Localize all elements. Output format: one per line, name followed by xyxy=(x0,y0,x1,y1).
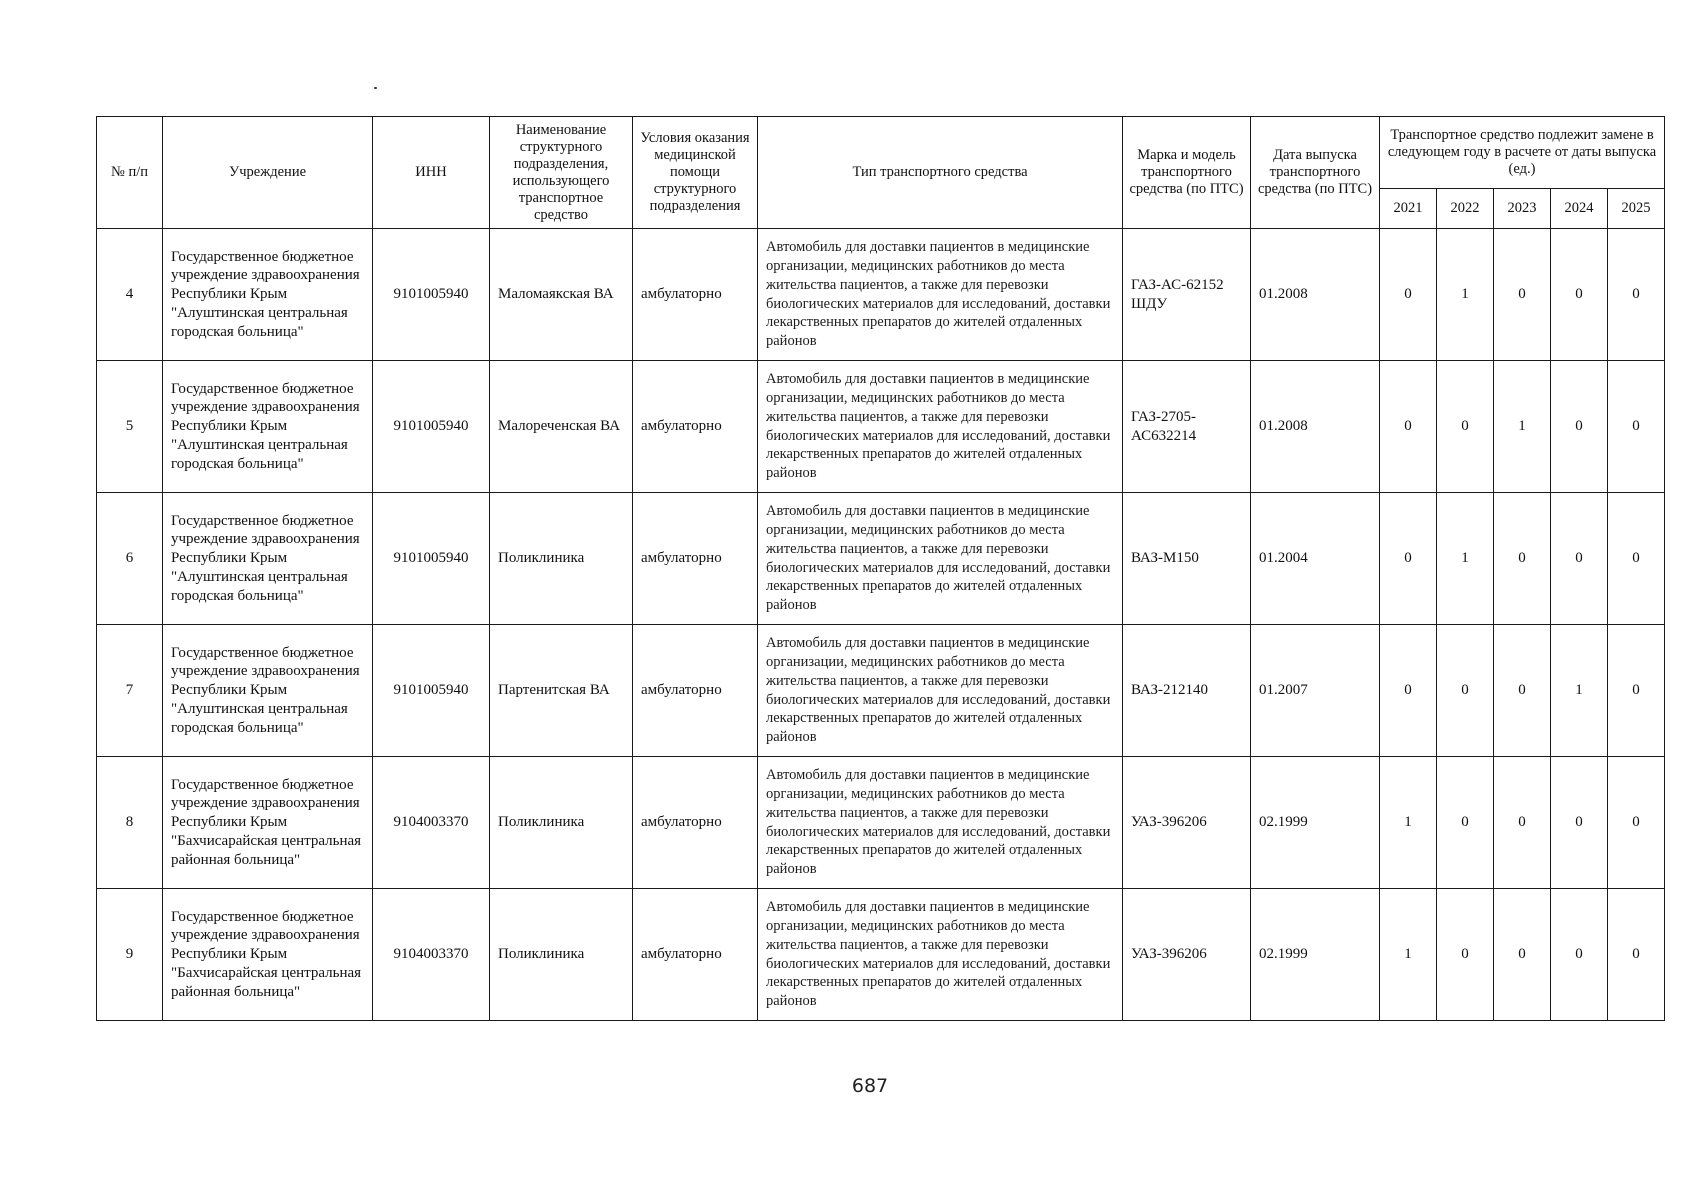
table-header xyxy=(97,117,1665,229)
header-num: № п/п xyxy=(97,117,163,229)
row-number: 7 xyxy=(97,625,163,757)
replacement-2022: 0 xyxy=(1437,361,1494,493)
header-year: 2022 xyxy=(1437,189,1494,229)
table-row xyxy=(97,229,1665,361)
row-number: 5 xyxy=(97,361,163,493)
institution-name: Государственное бюджетное учреждение здравоохранения Республики Крым "Алуштинская центральная городская больница" xyxy=(163,625,373,757)
release-date: 02.1999 xyxy=(1251,757,1380,889)
care-conditions: амбулаторно xyxy=(633,229,758,361)
vehicle-model: ВАЗ-М150 xyxy=(1123,493,1251,625)
release-date: 01.2004 xyxy=(1251,493,1380,625)
header-model: Марка и модель транспортного средства (по ПТС) xyxy=(1123,117,1251,229)
header-year: 2025 xyxy=(1608,189,1665,229)
replacement-2021: 0 xyxy=(1380,625,1437,757)
institution-name: Государственное бюджетное учреждение здравоохранения Республики Крым "Алуштинская центральная городская больница" xyxy=(163,361,373,493)
replacement-2024: 0 xyxy=(1551,493,1608,625)
unit-name: Поликлиника xyxy=(490,757,633,889)
unit-name: Поликлиника xyxy=(490,889,633,1021)
care-conditions: амбулаторно xyxy=(633,493,758,625)
unit-name: Малореченская ВА xyxy=(490,361,633,493)
unit-name: Партенитская ВА xyxy=(490,625,633,757)
inn-value: 9104003370 xyxy=(373,757,490,889)
replacement-2022: 1 xyxy=(1437,493,1494,625)
header-release-date: Дата выпуска транспортного средства (по ПТС) xyxy=(1251,117,1380,229)
replacement-2023: 1 xyxy=(1494,361,1551,493)
header-year: 2024 xyxy=(1551,189,1608,229)
page-number: 687 xyxy=(851,1075,889,1097)
replacement-2021: 1 xyxy=(1380,757,1437,889)
inn-value: 9101005940 xyxy=(373,229,490,361)
vehicle-type: Автомобиль для доставки пациентов в медицинские организации, медицинских работников до места жительства пациентов, а также для перевозки биологических материалов для исследований, доставки лекарственных препаратов до жителей отдаленных районов xyxy=(758,493,1123,625)
unit-name: Поликлиника xyxy=(490,493,633,625)
replacement-2024: 0 xyxy=(1551,361,1608,493)
replacement-2024: 1 xyxy=(1551,625,1608,757)
vehicle-replacement-table xyxy=(96,116,1665,1021)
vehicle-model: ГАЗ-АС-62152 ШДУ xyxy=(1123,229,1251,361)
table-row xyxy=(97,493,1665,625)
row-number: 9 xyxy=(97,889,163,1021)
row-number: 8 xyxy=(97,757,163,889)
header-conditions: Условия оказания медицинской помощи структурного подразделения xyxy=(633,117,758,229)
row-number: 4 xyxy=(97,229,163,361)
replacement-2025: 0 xyxy=(1608,757,1665,889)
institution-name: Государственное бюджетное учреждение здравоохранения Республики Крым "Алуштинская центральная городская больница" xyxy=(163,229,373,361)
header-replacement: Транспортное средство подлежит замене в следующем году в расчете от даты выпуска (ед.) xyxy=(1380,117,1665,189)
institution-name: Государственное бюджетное учреждение здравоохранения Республики Крым "Бахчисарайская центральная районная больница" xyxy=(163,757,373,889)
header-unit: Наименование структурного подразделения, использующего транспортное средство xyxy=(490,117,633,229)
vehicle-model: УАЗ-396206 xyxy=(1123,757,1251,889)
replacement-2021: 0 xyxy=(1380,361,1437,493)
release-date: 01.2008 xyxy=(1251,229,1380,361)
header-inn: ИНН xyxy=(373,117,490,229)
replacement-2025: 0 xyxy=(1608,493,1665,625)
replacement-2024: 0 xyxy=(1551,757,1608,889)
care-conditions: амбулаторно xyxy=(633,361,758,493)
table-row xyxy=(97,889,1665,1021)
inn-value: 9104003370 xyxy=(373,889,490,1021)
row-number: 6 xyxy=(97,493,163,625)
header-vehicle-type: Тип транспортного средства xyxy=(758,117,1123,229)
release-date: 02.1999 xyxy=(1251,889,1380,1021)
replacement-2025: 0 xyxy=(1608,229,1665,361)
release-date: 01.2008 xyxy=(1251,361,1380,493)
institution-name: Государственное бюджетное учреждение здравоохранения Республики Крым "Алуштинская центральная городская больница" xyxy=(163,493,373,625)
replacement-2024: 0 xyxy=(1551,889,1608,1021)
vehicle-type: Автомобиль для доставки пациентов в медицинские организации, медицинских работников до места жительства пациентов, а также для перевозки биологических материалов для исследований, доставки лекарственных препаратов до жителей отдаленных районов xyxy=(758,625,1123,757)
table-body xyxy=(97,229,1665,1021)
scan-speck xyxy=(374,87,377,89)
vehicle-type: Автомобиль для доставки пациентов в медицинские организации, медицинских работников до места жительства пациентов, а также для перевозки биологических материалов для исследований, доставки лекарственных препаратов до жителей отдаленных районов xyxy=(758,361,1123,493)
care-conditions: амбулаторно xyxy=(633,625,758,757)
inn-value: 9101005940 xyxy=(373,361,490,493)
table-row xyxy=(97,625,1665,757)
replacement-2022: 0 xyxy=(1437,889,1494,1021)
vehicle-model: ВАЗ-212140 xyxy=(1123,625,1251,757)
vehicle-model: УАЗ-396206 xyxy=(1123,889,1251,1021)
replacement-2022: 1 xyxy=(1437,229,1494,361)
table-row xyxy=(97,361,1665,493)
inn-value: 9101005940 xyxy=(373,625,490,757)
replacement-2025: 0 xyxy=(1608,889,1665,1021)
replacement-2023: 0 xyxy=(1494,229,1551,361)
institution-name: Государственное бюджетное учреждение здравоохранения Республики Крым "Бахчисарайская центральная районная больница" xyxy=(163,889,373,1021)
inn-value: 9101005940 xyxy=(373,493,490,625)
vehicle-type: Автомобиль для доставки пациентов в медицинские организации, медицинских работников до места жительства пациентов, а также для перевозки биологических материалов для исследований, доставки лекарственных препаратов до жителей отдаленных районов xyxy=(758,889,1123,1021)
care-conditions: амбулаторно xyxy=(633,757,758,889)
replacement-2025: 0 xyxy=(1608,361,1665,493)
replacement-2024: 0 xyxy=(1551,229,1608,361)
replacement-2023: 0 xyxy=(1494,757,1551,889)
replacement-2022: 0 xyxy=(1437,625,1494,757)
unit-name: Маломаякская ВА xyxy=(490,229,633,361)
vehicle-type: Автомобиль для доставки пациентов в медицинские организации, медицинских работников до места жительства пациентов, а также для перевозки биологических материалов для исследований, доставки лекарственных препаратов до жителей отдаленных районов xyxy=(758,229,1123,361)
care-conditions: амбулаторно xyxy=(633,889,758,1021)
header-year: 2023 xyxy=(1494,189,1551,229)
vehicle-model: ГАЗ-2705-АС632214 xyxy=(1123,361,1251,493)
replacement-2021: 0 xyxy=(1380,493,1437,625)
table-row xyxy=(97,757,1665,889)
header-institution: Учреждение xyxy=(163,117,373,229)
replacement-2025: 0 xyxy=(1608,625,1665,757)
replacement-2021: 0 xyxy=(1380,229,1437,361)
replacement-2023: 0 xyxy=(1494,493,1551,625)
replacement-2023: 0 xyxy=(1494,889,1551,1021)
release-date: 01.2007 xyxy=(1251,625,1380,757)
header-year: 2021 xyxy=(1380,189,1437,229)
replacement-2022: 0 xyxy=(1437,757,1494,889)
replacement-2021: 1 xyxy=(1380,889,1437,1021)
vehicle-type: Автомобиль для доставки пациентов в медицинские организации, медицинских работников до места жительства пациентов, а также для перевозки биологических материалов для исследований, доставки лекарственных препаратов до жителей отдаленных районов xyxy=(758,757,1123,889)
replacement-2023: 0 xyxy=(1494,625,1551,757)
